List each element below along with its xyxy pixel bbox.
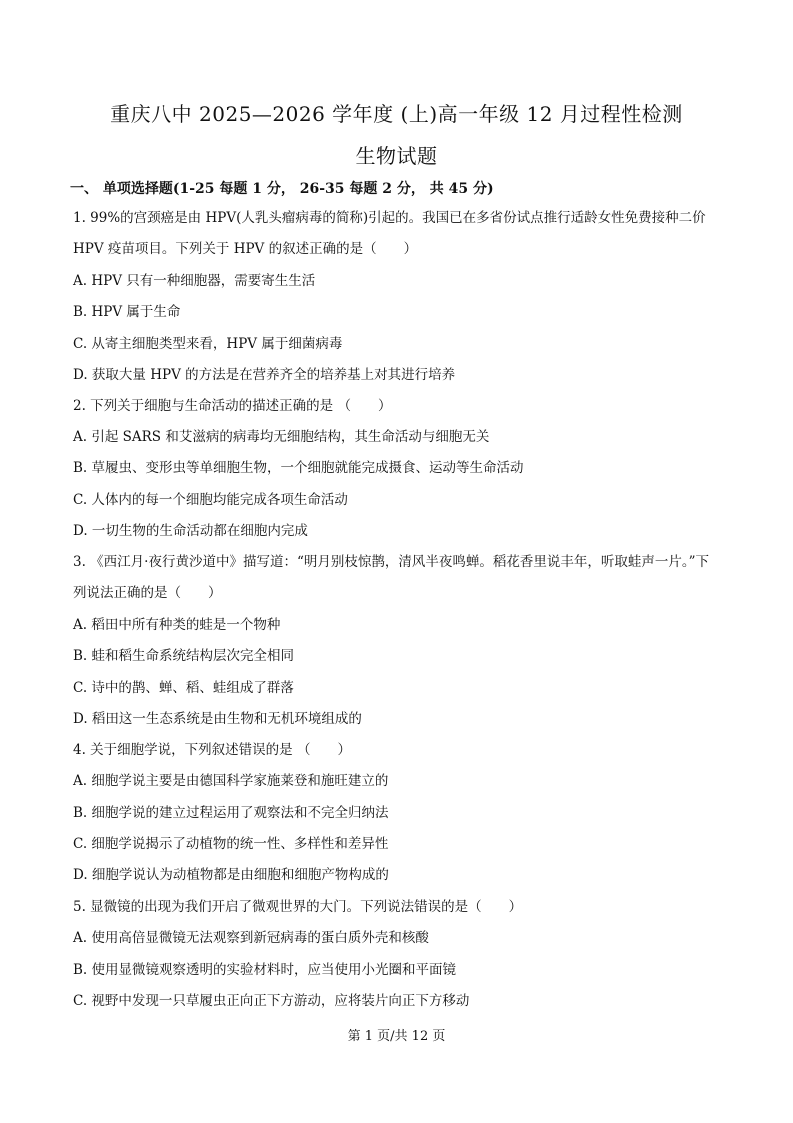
question-1-option-b: B. HPV 属于生命 [73,304,181,320]
section-heading: 一、 单项选择题(1-25 每题 1 分， 26-35 每题 2 分， 共 45 分) [70,181,494,197]
question-2-option-a: A. 引起 SARS 和艾滋病的病毒均无细胞结构，其生命活动与细胞无关 [73,429,490,445]
question-3-option-a: A. 稻田中所有种类的蛙是一个物种 [73,617,281,633]
question-4-option-c: C. 细胞学说揭示了动植物的统一性、多样性和差异性 [73,836,389,852]
question-5-stem-line-1: 5. 显微镜的出现为我们开启了微观世界的大门。下列说法错误的是（ ） [73,899,523,915]
question-5-option-a: A. 使用高倍显微镜无法观察到新冠病毒的蛋白质外壳和核酸 [73,930,429,946]
question-2-option-d: D. 一切生物的生命活动都在细胞内完成 [73,523,308,539]
question-1-option-c: C. 从寄主细胞类型来看，HPV 属于细菌病毒 [73,336,343,352]
question-3-stem-line-1: 3. 《西江月·夜行黄沙道中》描写道：“明月别枝惊鹊，清风半夜鸣蝉。稻花香里说丰年，听取蛙声一片。”下 [73,554,710,570]
question-2-stem-line-1: 2. 下列关于细胞与生命活动的描述正确的是 （ ） [73,398,392,414]
question-1-option-d: D. 获取大量 HPV 的方法是在营养齐全的培养基上对其进行培养 [73,367,456,383]
question-4-option-a: A. 细胞学说主要是由德国科学家施莱登和施旺建立的 [73,773,389,789]
page-number: 第 1 页/共 12 页 [347,1029,446,1044]
question-4-option-b: B. 细胞学说的建立过程运用了观察法和不完全归纳法 [73,805,389,821]
question-3-stem-line-2: 列说法正确的是（ ） [73,585,222,601]
question-2-option-c: C. 人体内的每一个细胞均能完成各项生命活动 [73,492,348,508]
question-3-option-b: B. 蛙和稻生命系统结构层次完全相同 [73,648,295,664]
question-4-option-d: D. 细胞学说认为动植物都是由细胞和细胞产物构成的 [73,867,389,883]
question-5-option-b: B. 使用显微镜观察透明的实验材料时，应当使用小光圈和平面镜 [73,962,457,978]
question-1-option-a: A. HPV 只有一种细胞器，需要寄生生活 [73,273,316,289]
question-2-option-b: B. 草履虫、变形虫等单细胞生物，一个细胞就能完成摄食、运动等生命活动 [73,460,524,476]
question-1-stem-line-1: 1. 99%的宫颈癌是由 HPV(人乳头瘤病毒的简称)引起的。我国已在多省份试点推行适龄女性免费接种二价 [73,210,706,226]
exam-title: 重庆八中 2025—2026 学年度 (上)高一年级 12 月过程性检测 [110,102,683,126]
question-3-option-d: D. 稻田这一生态系统是由生物和无机环境组成的 [73,711,362,727]
question-5-option-c: C. 视野中发现一只草履虫正向正下方游动，应将装片向正下方移动 [73,993,470,1009]
question-4-stem-line-1: 4. 关于细胞学说，下列叙述错误的是 （ ） [73,742,351,758]
question-3-option-c: C. 诗中的鹊、蝉、稻、蛙组成了群落 [73,680,294,696]
question-1-stem-line-2: HPV 疫苗项目。下列关于 HPV 的叙述正确的是（ ） [73,241,418,257]
exam-subject: 生物试题 [355,144,438,168]
